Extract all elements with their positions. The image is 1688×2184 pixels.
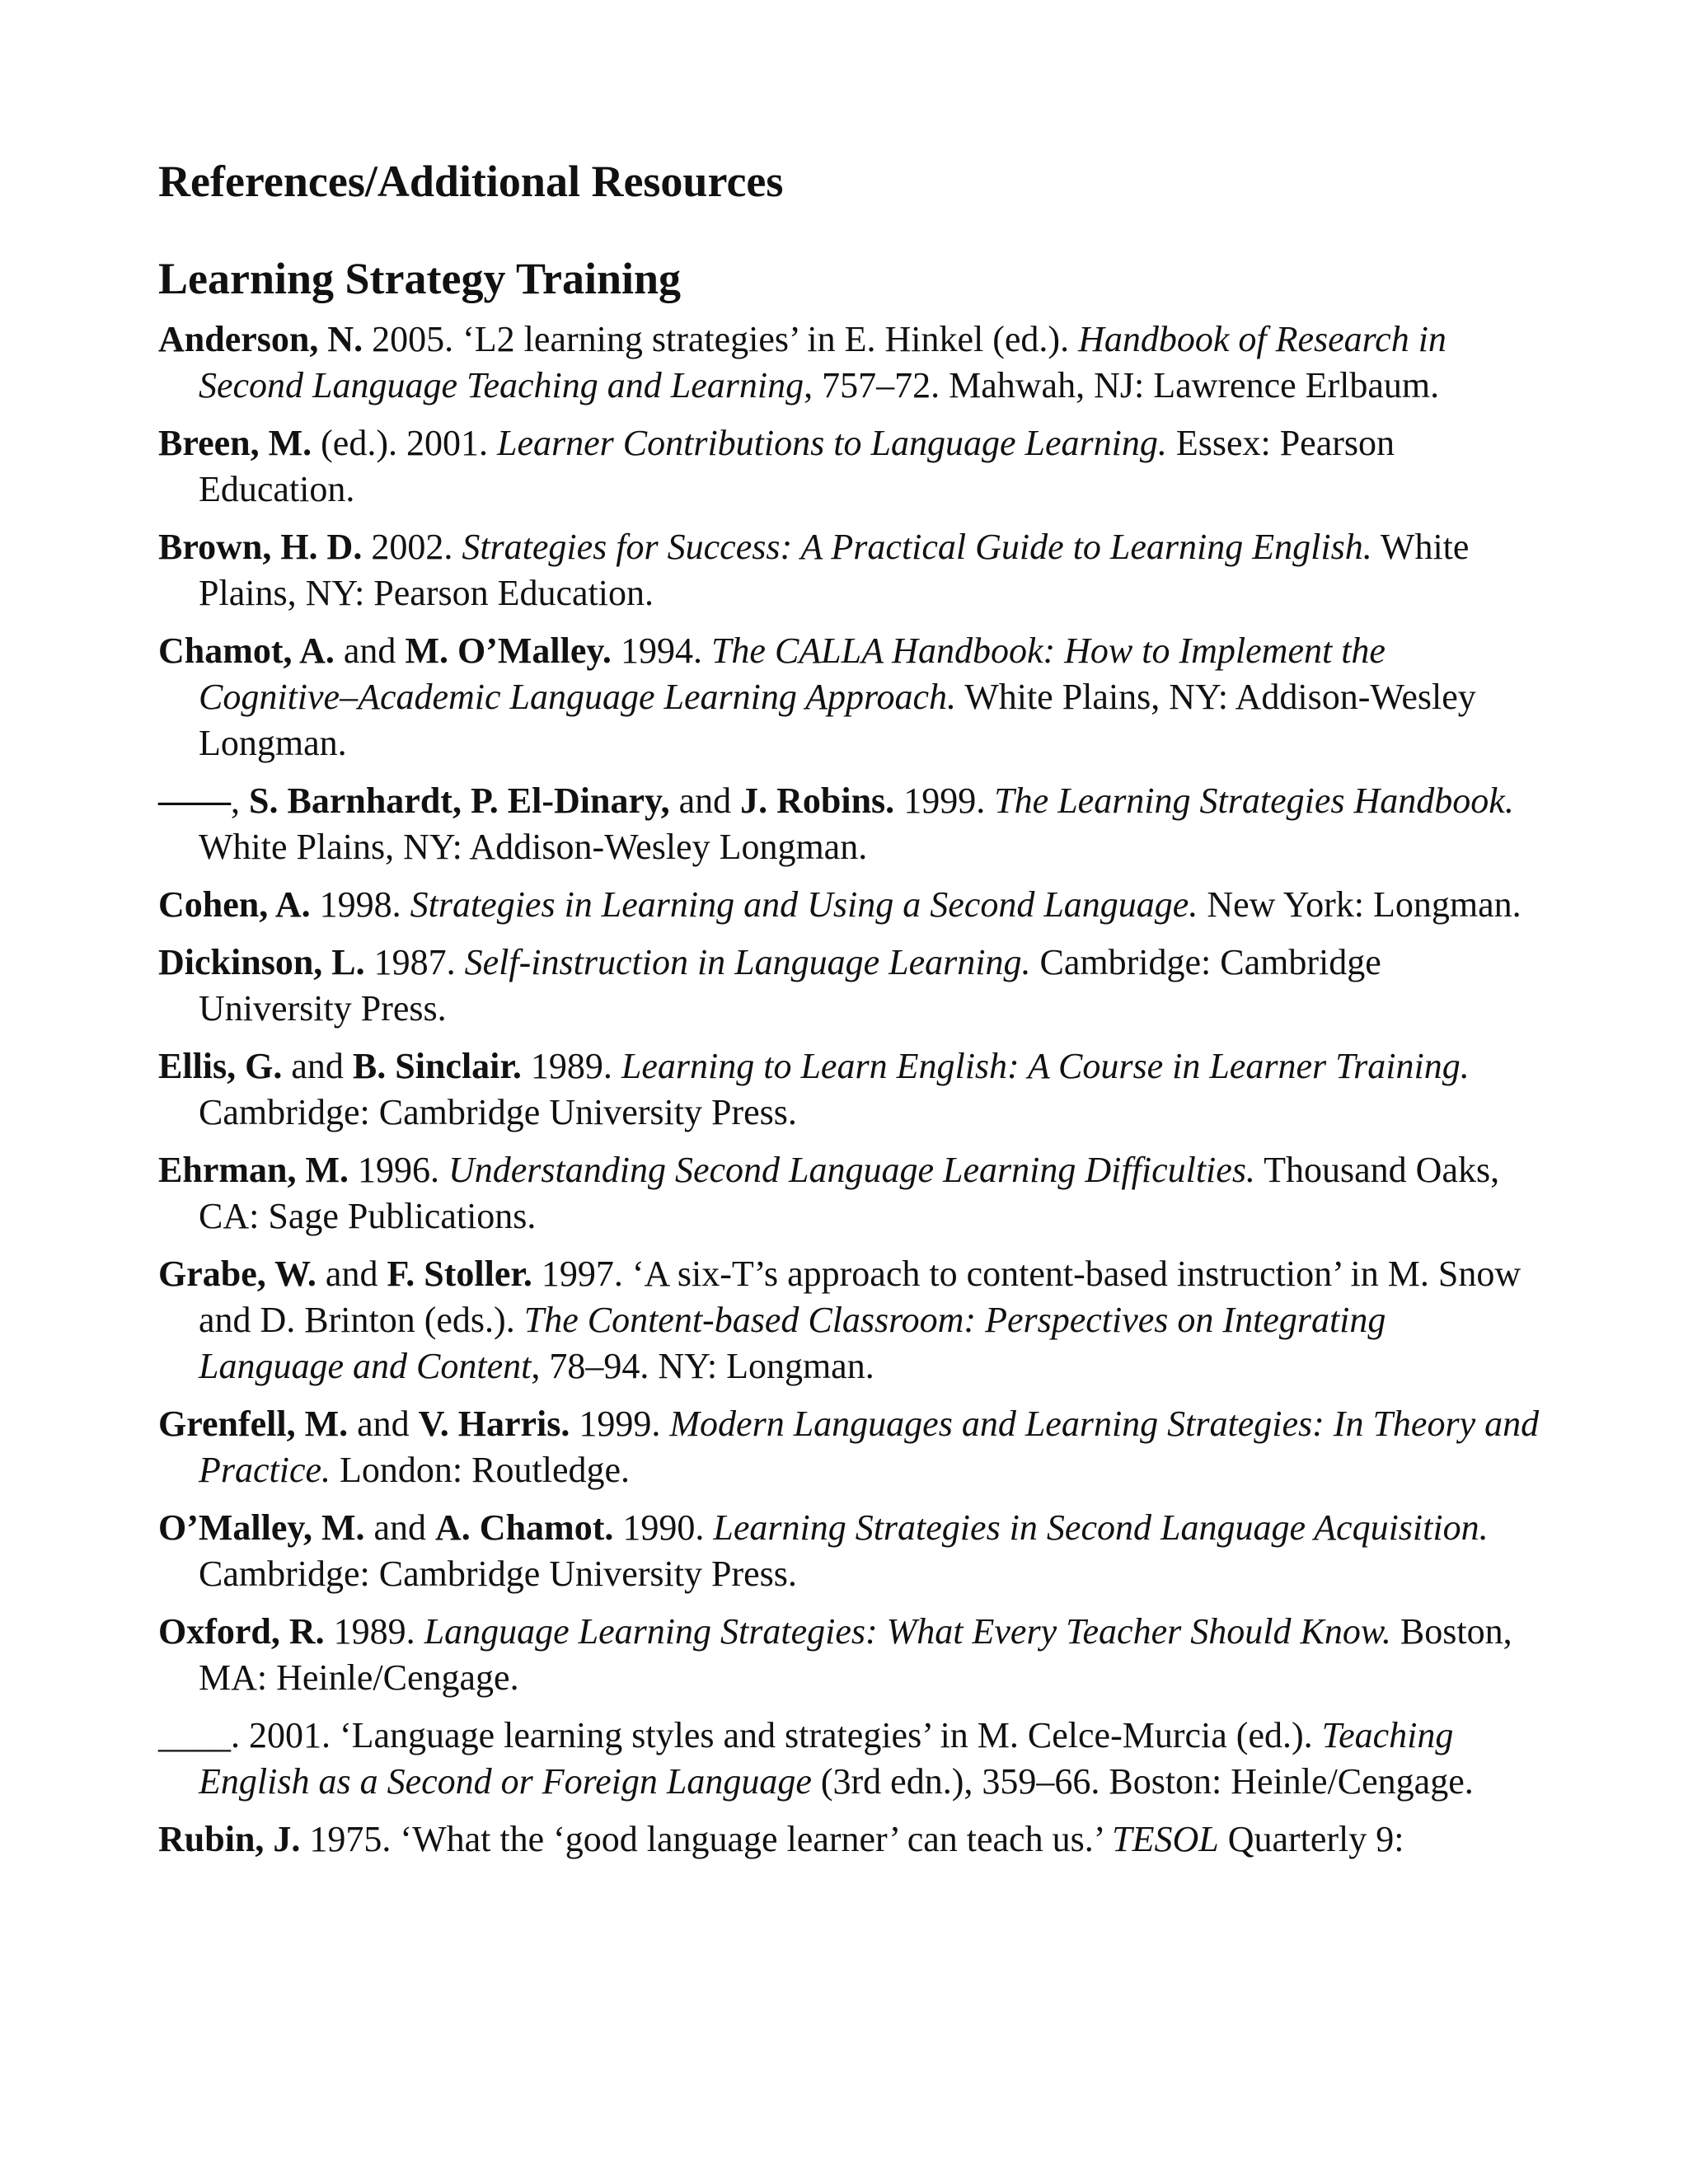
- reference-text: London: Routledge.: [331, 1450, 631, 1490]
- reference-text: 1989.: [521, 1046, 621, 1086]
- reference-entry: [158, 778, 1540, 870]
- reference-text: and: [364, 1507, 436, 1548]
- reference-text: Cambridge: Cambridge University Press.: [199, 1554, 797, 1594]
- reference-author: A. Chamot.: [435, 1507, 614, 1548]
- reference-text: New York: Longman.: [1198, 884, 1522, 925]
- reference-author: Cohen, A.: [158, 884, 311, 925]
- reference-work-title: The CALLA Handbook: How to Implement the Cognitive–Academic Language Learning Approach.: [199, 630, 1386, 717]
- reference-author: Dickinson, L.: [158, 942, 365, 982]
- reference-entry: [158, 1713, 1540, 1805]
- reference-entry: [158, 1609, 1540, 1701]
- reference-text: and: [334, 630, 406, 671]
- reference-work-title: Handbook of Research in Second Language Teaching and Learning: [199, 319, 1447, 405]
- reference-entry: [158, 316, 1540, 409]
- reference-text: White Plains, NY: Pearson Education.: [199, 527, 1470, 613]
- reference-text: Quarterly 9:: [1218, 1819, 1404, 1859]
- reference-author: Grabe, W.: [158, 1254, 316, 1294]
- reference-work-title: The Learning Strategies Handbook.: [994, 780, 1514, 821]
- reference-work-title: Strategies in Learning and Using a Second Language.: [410, 884, 1198, 925]
- reference-work-title: Language Learning Strategies: What Every Teacher Should Know.: [424, 1611, 1391, 1652]
- page-title: References/Additional Resources: [158, 157, 784, 206]
- reference-text: 1989.: [324, 1611, 424, 1652]
- reference-text: (ed.). 2001.: [312, 423, 497, 463]
- reference-text: Boston, MA: Heinle/Cengage.: [199, 1611, 1512, 1698]
- reference-text: , 757–72. Mahwah, NJ: Lawrence Erlbaum.: [804, 365, 1440, 405]
- reference-author: Ehrman, M.: [158, 1150, 349, 1190]
- reference-author: O’Malley, M.: [158, 1507, 365, 1548]
- reference-author: Chamot, A.: [158, 630, 335, 671]
- reference-text: 1998.: [310, 884, 410, 925]
- reference-text: 1994.: [611, 630, 711, 671]
- reference-work-title: Learner Contributions to Language Learning.: [496, 423, 1167, 463]
- reference-text: 1999.: [570, 1404, 670, 1444]
- reference-work-title: TESOL: [1112, 1819, 1219, 1859]
- reference-list: [158, 316, 1540, 1863]
- reference-author: F. Stoller.: [387, 1254, 532, 1294]
- reference-entry: [158, 882, 1540, 928]
- reference-text: Thousand Oaks, CA: Sage Publications.: [199, 1150, 1500, 1236]
- reference-entry: [158, 1251, 1540, 1390]
- reference-text: , 78–94. NY: Longman.: [531, 1346, 874, 1386]
- reference-author: S. Barnhardt, P. El-Dinary,: [249, 780, 670, 821]
- reference-work-title: Learning to Learn English: A Course in Learner Training.: [621, 1046, 1470, 1086]
- reference-text: 2005. ‘L2 learning strategies’ in E. Hinkel (ed.).: [363, 319, 1079, 359]
- reference-author: Anderson, N.: [158, 319, 363, 359]
- reference-author: B. Sinclair.: [352, 1046, 522, 1086]
- reference-text: 1996.: [349, 1150, 448, 1190]
- reference-author: Brown, H. D.: [158, 527, 363, 567]
- reference-entry: [158, 524, 1540, 616]
- reference-work-title: Modern Languages and Learning Strategies: In Theory and Practice.: [199, 1404, 1540, 1490]
- reference-text: 1990.: [613, 1507, 714, 1548]
- reference-text: and: [348, 1404, 419, 1444]
- reference-author: Oxford, R.: [158, 1611, 325, 1652]
- reference-author: J. Robins.: [740, 780, 895, 821]
- reference-text: 2002.: [362, 527, 462, 567]
- section-heading: Learning Strategy Training: [158, 254, 682, 303]
- reference-text: White Plains, NY: Addison-Wesley Longman.: [199, 827, 868, 867]
- reference-text: (3rd edn.), 359–66. Boston: Heinle/Cengage.: [811, 1761, 1474, 1802]
- reference-entry: [158, 1816, 1540, 1863]
- reference-work-title: Self-instruction in Language Learning.: [464, 942, 1031, 982]
- reference-text: Essex: Pearson Education.: [199, 423, 1395, 509]
- reference-text: and: [316, 1254, 387, 1294]
- reference-author: Rubin, J.: [158, 1819, 301, 1859]
- reference-entry: [158, 1043, 1540, 1136]
- reference-entry: [158, 1147, 1540, 1240]
- reference-author: Ellis, G.: [158, 1046, 283, 1086]
- reference-entry: [158, 628, 1540, 766]
- reference-text: and: [669, 780, 741, 821]
- reference-text: 1997. ‘A six-T’s approach to content-based instruction’ in M. Snow and D. Brinton (eds.).: [199, 1254, 1522, 1340]
- reference-author: Grenfell, M.: [158, 1404, 349, 1444]
- reference-text: White Plains, NY: Addison-Wesley Longman.: [199, 677, 1476, 763]
- reference-author: M. O’Malley.: [405, 630, 612, 671]
- reference-work-title: Understanding Second Language Learning Difficulties.: [448, 1150, 1255, 1190]
- reference-entry: [158, 940, 1540, 1032]
- reference-text: 1987.: [364, 942, 465, 982]
- reference-text: 1999.: [894, 780, 995, 821]
- reference-work-title: Teaching English as a Second or Foreign Language: [199, 1715, 1454, 1802]
- reference-text: Cambridge: Cambridge University Press.: [199, 942, 1381, 1029]
- reference-entry: [158, 420, 1540, 513]
- reference-author: ——: [158, 780, 231, 821]
- reference-entry: [158, 1401, 1540, 1493]
- reference-author: Breen, M.: [158, 423, 312, 463]
- reference-author: V. Harris.: [418, 1404, 570, 1444]
- reference-text: ,: [231, 780, 249, 821]
- reference-entry: [158, 1505, 1540, 1597]
- reference-text: 1975. ‘What the ‘good language learner’ can teach us.’: [300, 1819, 1113, 1859]
- reference-work-title: The Content-based Classroom: Perspectives on Integrating Language and Content: [199, 1300, 1386, 1386]
- reference-text: Cambridge: Cambridge University Press.: [199, 1092, 797, 1132]
- reference-work-title: Learning Strategies in Second Language Acquisition.: [713, 1507, 1489, 1548]
- reference-work-title: Strategies for Success: A Practical Guide to Learning English.: [462, 527, 1372, 567]
- reference-text: and: [282, 1046, 353, 1086]
- reference-text: ____. 2001. ‘Language learning styles and strategies’ in M. Celce-Murcia (ed.).: [158, 1715, 1322, 1755]
